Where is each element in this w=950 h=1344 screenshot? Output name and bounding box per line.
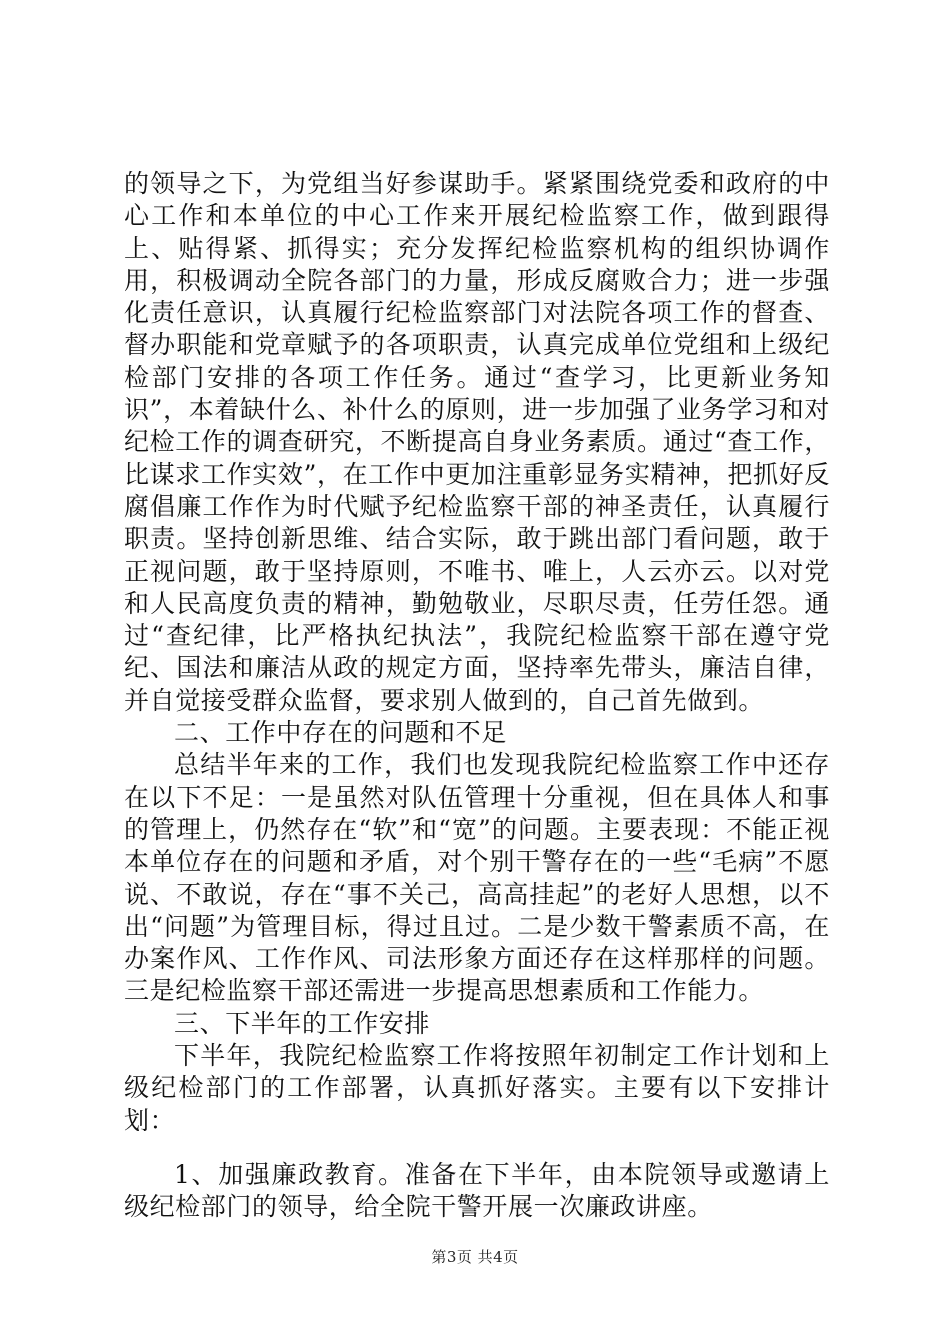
paragraph-continuation: 的领导之下，为党组当好参谋助手。紧紧围绕党委和政府的中心工作和本单位的中心工作来开展纪检监察工作，做到跟得上、贴得紧、抓得实；充分发挥纪检监察机构的组织协调作用，积极调动全院各部门的力量，形成反腐败合力；进一步强化责任意识，认真履行纪检监察部门对法院各项工作的督查、督办职能和党章赋予的各项职责，认真完成单位党组和上级纪检部门安排的各项工作任务。通过“查学习，比更新业务知识”，本着缺什么、补什么的原则，进一步加强了业务学习和对纪检工作的调查研究，不断提高自身业务素质。通过“查工作，比谋求工作实效”，在工作中更加注重彰显务实精神，把抓好反腐倡廉工作作为时代赋予纪检监察干部的神圣责任，认真履行职责。坚持创新思维、结合实际，敢于跳出部门看问题，敢于正视问题，敢于坚持原则，不唯书、唯上，人云亦云。以对党和人民高度负责的精神，勤勉敬业，尽职尽责，任劳任怨。通过“查纪律，比严格执纪执法”，我院纪检监察干部在遵守党纪、国法和廉洁从政的规定方面，坚持率先带头，廉洁自律，并自觉接受群众监督，要求别人做到的，自己首先做到。: [124, 169, 830, 715]
paragraph-problems: 总结半年来的工作，我们也发现我院纪检监察工作中还存在以下不足：一是虽然对队伍管理十分重视，但在具体人和事的管理上，仍然存在“软”和“宽”的问题。主要表现：不能正视本单位存在的问题和矛盾，对个别干警存在的一些“毛病”不愿说、不敢说，存在“事不关己，高高挂起”的老好人思想，以不出“问题”为管理目标，得过且过。二是少数干警素质不高，在办案作风、工作作风、司法形象方面还存在这样那样的问题。三是纪检监察干部还需进一步提高思想素质和工作能力。: [124, 750, 830, 1006]
section-heading-problems: 二、工作中存在的问题和不足: [174, 718, 507, 748]
body-text: [124, 168, 830, 1224]
page-number: 第3页 共4页: [431, 1248, 519, 1266]
paragraph-plan-item-1: 1、加强廉政教育。准备在下半年，由本院领导或邀请上级纪检部门的领导，给全院干警开展一次廉政讲座。: [124, 1159, 830, 1222]
section-heading-plan: 三、下半年的工作安排: [174, 1008, 431, 1038]
paragraph-plan-intro: 下半年，我院纪检监察工作将按照年初制定工作计划和上级纪检部门的工作部署，认真抓好落实。主要有以下安排计划：: [124, 1041, 830, 1135]
